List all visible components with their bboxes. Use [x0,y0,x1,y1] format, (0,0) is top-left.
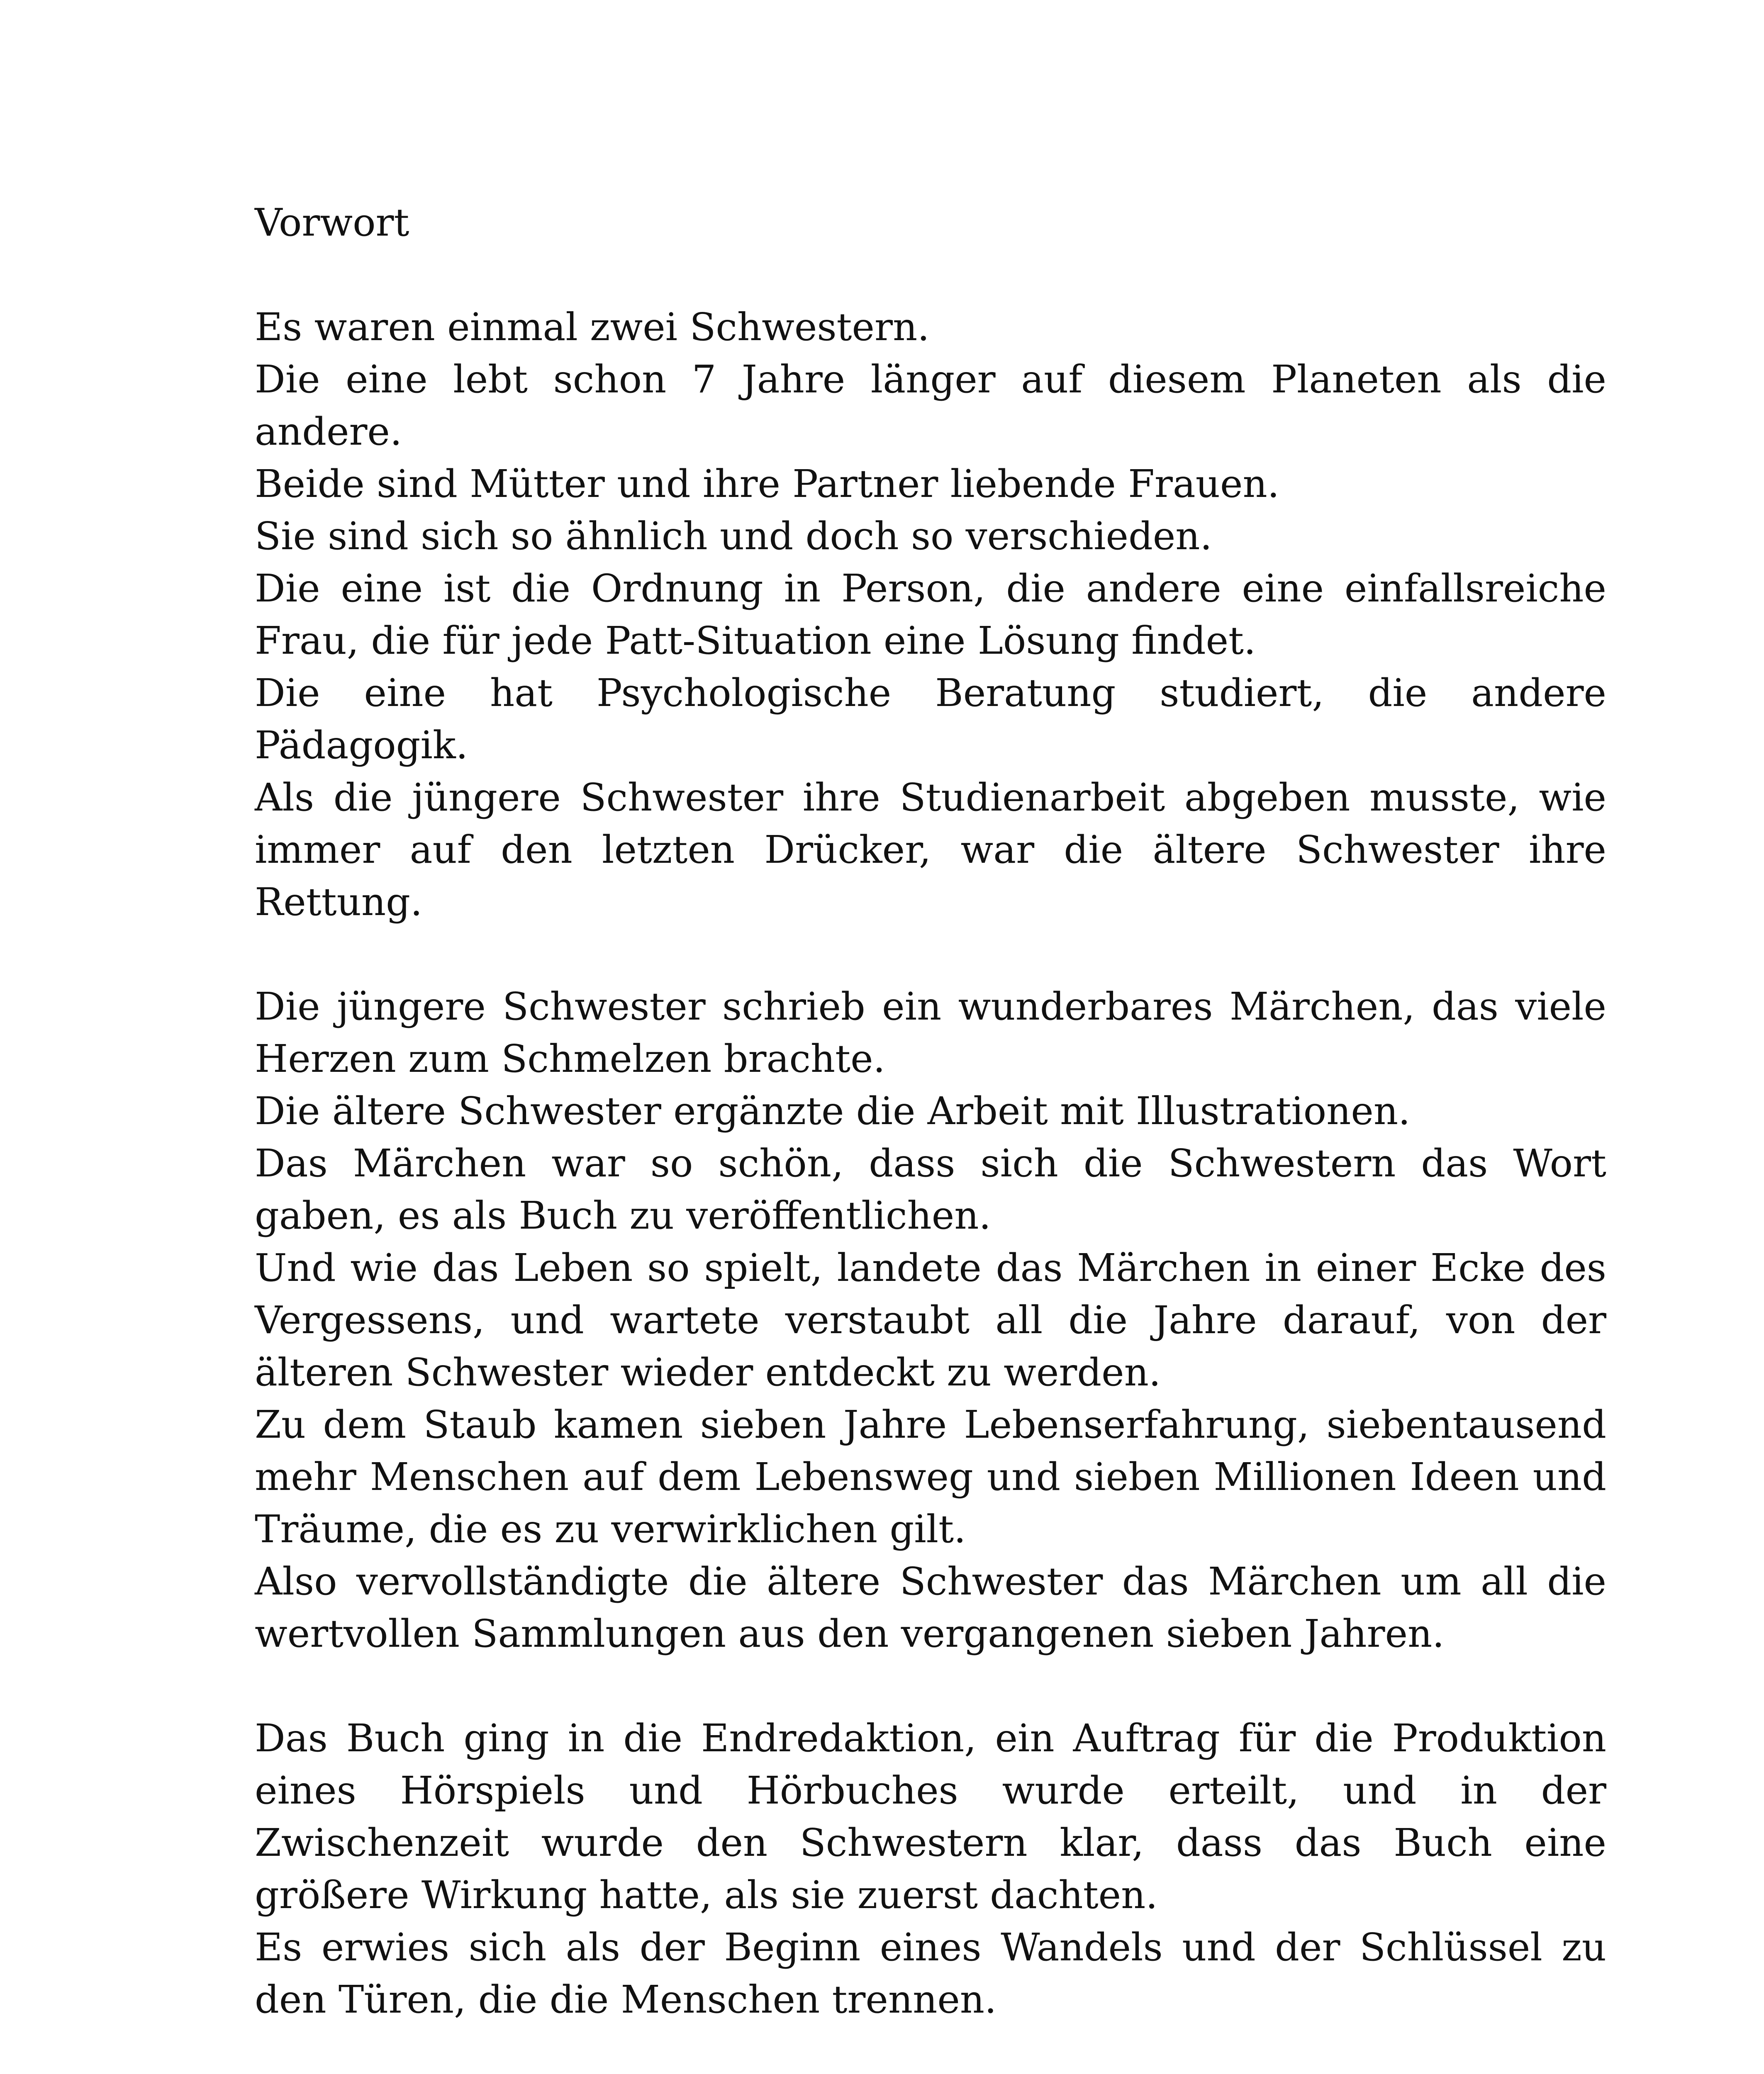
paragraph: Zu dem Staub kamen sieben Jahre Lebenserfahrung, siebentausend mehr Menschen auf dem Lebensweg und sieben Millionen Ideen und Träume, die es zu verwirklichen gilt. [255,1402,1606,1551]
blank-line [255,928,1606,981]
paragraph: Die eine lebt schon 7 Jahre länger auf diesem Planeten als die andere. [255,357,1606,454]
paragraph: Als die jüngere Schwester ihre Studienarbeit abgeben musste, wie immer auf den letzten Drücker, war die ältere Schwester ihre Rettung. [255,775,1606,924]
paragraph: Das Märchen war so schön, dass sich die Schwestern das Wort gaben, es als Buch zu veröffentlichen. [255,1141,1606,1238]
paragraph: Das Buch ging in die Endredaktion, ein Auftrag für die Produktion eines Hörspiels und Hörbuches wurde erteilt, und in der Zwischenzeit wurde den Schwestern klar, dass das Buch eine größere Wirkung hatte, als sie zuerst dachten. [255,1716,1606,1917]
blank-line [255,1660,1606,1712]
blank-line [255,249,1606,301]
page-title: Vorwort [255,200,409,245]
paragraph: Die jüngere Schwester schrieb ein wunderbares Märchen, das viele Herzen zum Schmelzen brachte. [255,984,1606,1081]
paragraph: Es waren einmal zwei Schwestern. [255,305,930,349]
paragraph: Die eine ist die Ordnung in Person, die andere eine einfallsreiche Frau, die für jede Patt-Situation eine Lösung findet. [255,566,1606,663]
page-body [255,197,1606,2026]
paragraph: Und wie das Leben so spielt, landete das Märchen in einer Ecke des Vergessens, und wartete verstaubt all die Jahre darauf, von der älteren Schwester wieder entdeckt zu werden. [255,1246,1606,1395]
paragraph: Sie sind sich so ähnlich und doch so verschieden. [255,514,1212,558]
paragraph: Es erwies sich als der Beginn eines Wandels und der Schlüssel zu den Türen, die die Menschen trennen. [255,1925,1606,2022]
paragraph: Die eine hat Psychologische Beratung studiert, die andere Pädagogik. [255,671,1606,767]
paragraph: Beide sind Mütter und ihre Partner liebende Frauen. [255,462,1279,506]
paragraph: Also vervollständigte die ältere Schwester das Märchen um all die wertvollen Sammlungen aus den vergangenen sieben Jahren. [255,1559,1606,1656]
paragraph: Die ältere Schwester ergänzte die Arbeit mit Illustrationen. [255,1089,1411,1133]
